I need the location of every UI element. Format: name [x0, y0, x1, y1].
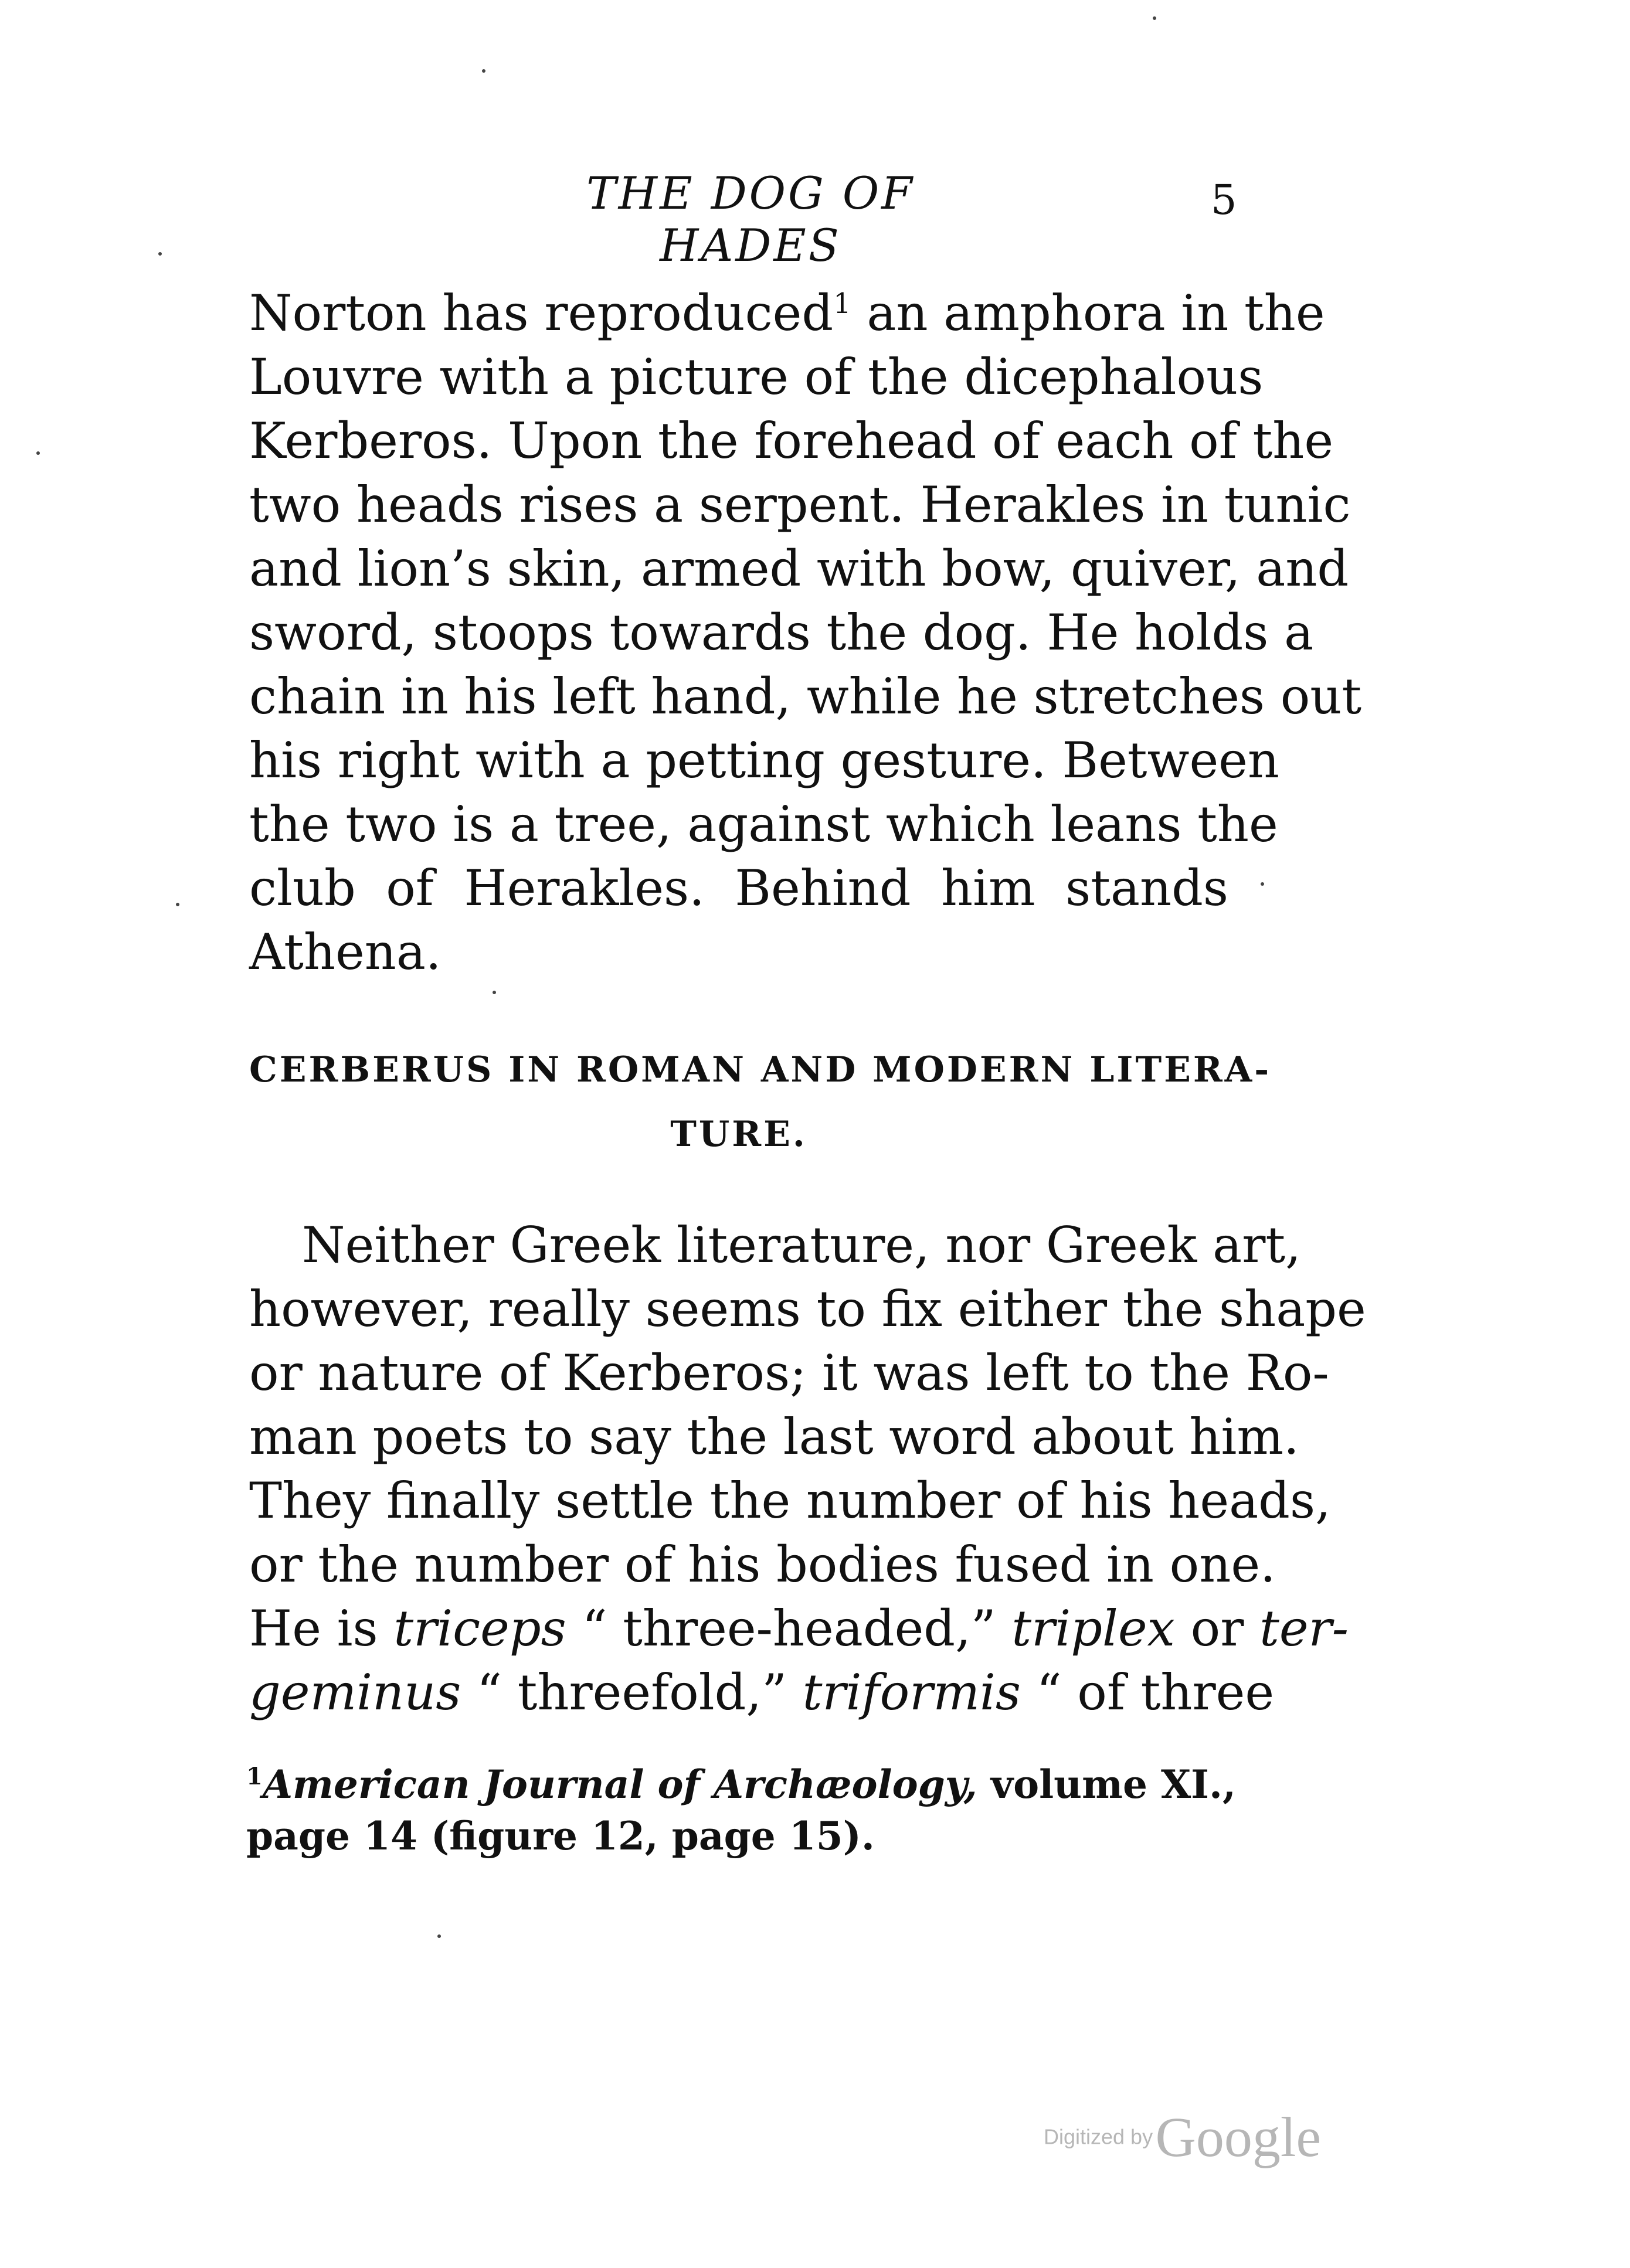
- digitized-watermark: [1044, 2104, 1321, 2170]
- paragraph-amphora: [249, 281, 1362, 984]
- page-number: 5: [1211, 176, 1237, 224]
- text-line: They finally settle the number of his heads,: [249, 1472, 1331, 1529]
- section-heading: [249, 1038, 1272, 1167]
- footnote-reference: 1: [833, 287, 851, 320]
- scan-speck: [482, 69, 485, 73]
- paragraph-roman-poets: [249, 1213, 1366, 1725]
- scan-speck: [437, 1934, 441, 1938]
- scan-speck: [493, 991, 496, 994]
- heading-line: TURE.: [670, 1114, 807, 1155]
- scan-speck: [1153, 16, 1156, 20]
- text-line: chain in his left hand, while he stretches out: [249, 668, 1362, 725]
- text-line: however, really seems to fix either the shape: [249, 1280, 1366, 1338]
- text-line: and lion’s skin, armed with bow, quiver, and: [249, 540, 1349, 597]
- footnote-marker: 1: [246, 1763, 263, 1790]
- text-line: or the number of his bodies fused in one.: [249, 1536, 1276, 1593]
- text-line: the two is a tree, against which leans the: [249, 795, 1278, 853]
- footnote-line: page 14 (figure 12, page 15).: [246, 1813, 875, 1859]
- text-line: sword, stoops towards the dog. He holds a: [249, 604, 1314, 661]
- latin-term: triformis: [802, 1664, 1021, 1721]
- scan-speck: [176, 903, 179, 906]
- scan-speck: [36, 451, 40, 455]
- text-line: Neither Greek literature, nor Greek art,: [302, 1216, 1301, 1274]
- text-line: Kerberos. Upon the forehead of each of the: [249, 412, 1334, 470]
- latin-term: geminus: [249, 1664, 461, 1721]
- latin-term: ter-: [1259, 1600, 1349, 1657]
- text-line: Norton has reproduced$^1$ an amphora in the: [249, 284, 1325, 342]
- watermark-prefix: Digitized by: [1044, 2124, 1153, 2149]
- text-line: man poets to say the last word about him.: [249, 1408, 1299, 1465]
- latin-term: triceps: [393, 1600, 566, 1657]
- journal-title: American Journal of Archæology,: [262, 1762, 977, 1807]
- text-line: Louvre with a picture of the dicephalous: [249, 348, 1264, 406]
- google-logo: Google: [1155, 2106, 1322, 2168]
- footnote: [246, 1759, 1236, 1862]
- text-line: two heads rises a serpent. Herakles in tunic: [249, 476, 1351, 533]
- text-line: geminus “ threefold,” triformis “ of three: [249, 1664, 1275, 1721]
- heading-line: CERBERUS IN ROMAN AND MODERN LITERA-: [249, 1049, 1272, 1090]
- text-line: Athena.: [249, 923, 442, 981]
- text-line: club of Herakles. Behind him stands: [249, 859, 1228, 917]
- scan-speck: [1261, 882, 1264, 886]
- footnote-line: $^1$American Journal of Archæology, volume XI.,: [246, 1762, 1236, 1807]
- latin-term: triplex: [1011, 1600, 1175, 1657]
- text-line: He is triceps “ three-headed,” triplex or ter-: [249, 1600, 1349, 1657]
- text-line: or nature of Kerberos; it was left to the Ro-: [249, 1344, 1329, 1402]
- text-line: his right with a petting gesture. Between: [249, 732, 1279, 789]
- running-title: THE DOG OF HADES: [586, 167, 915, 271]
- scan-speck: [158, 252, 162, 256]
